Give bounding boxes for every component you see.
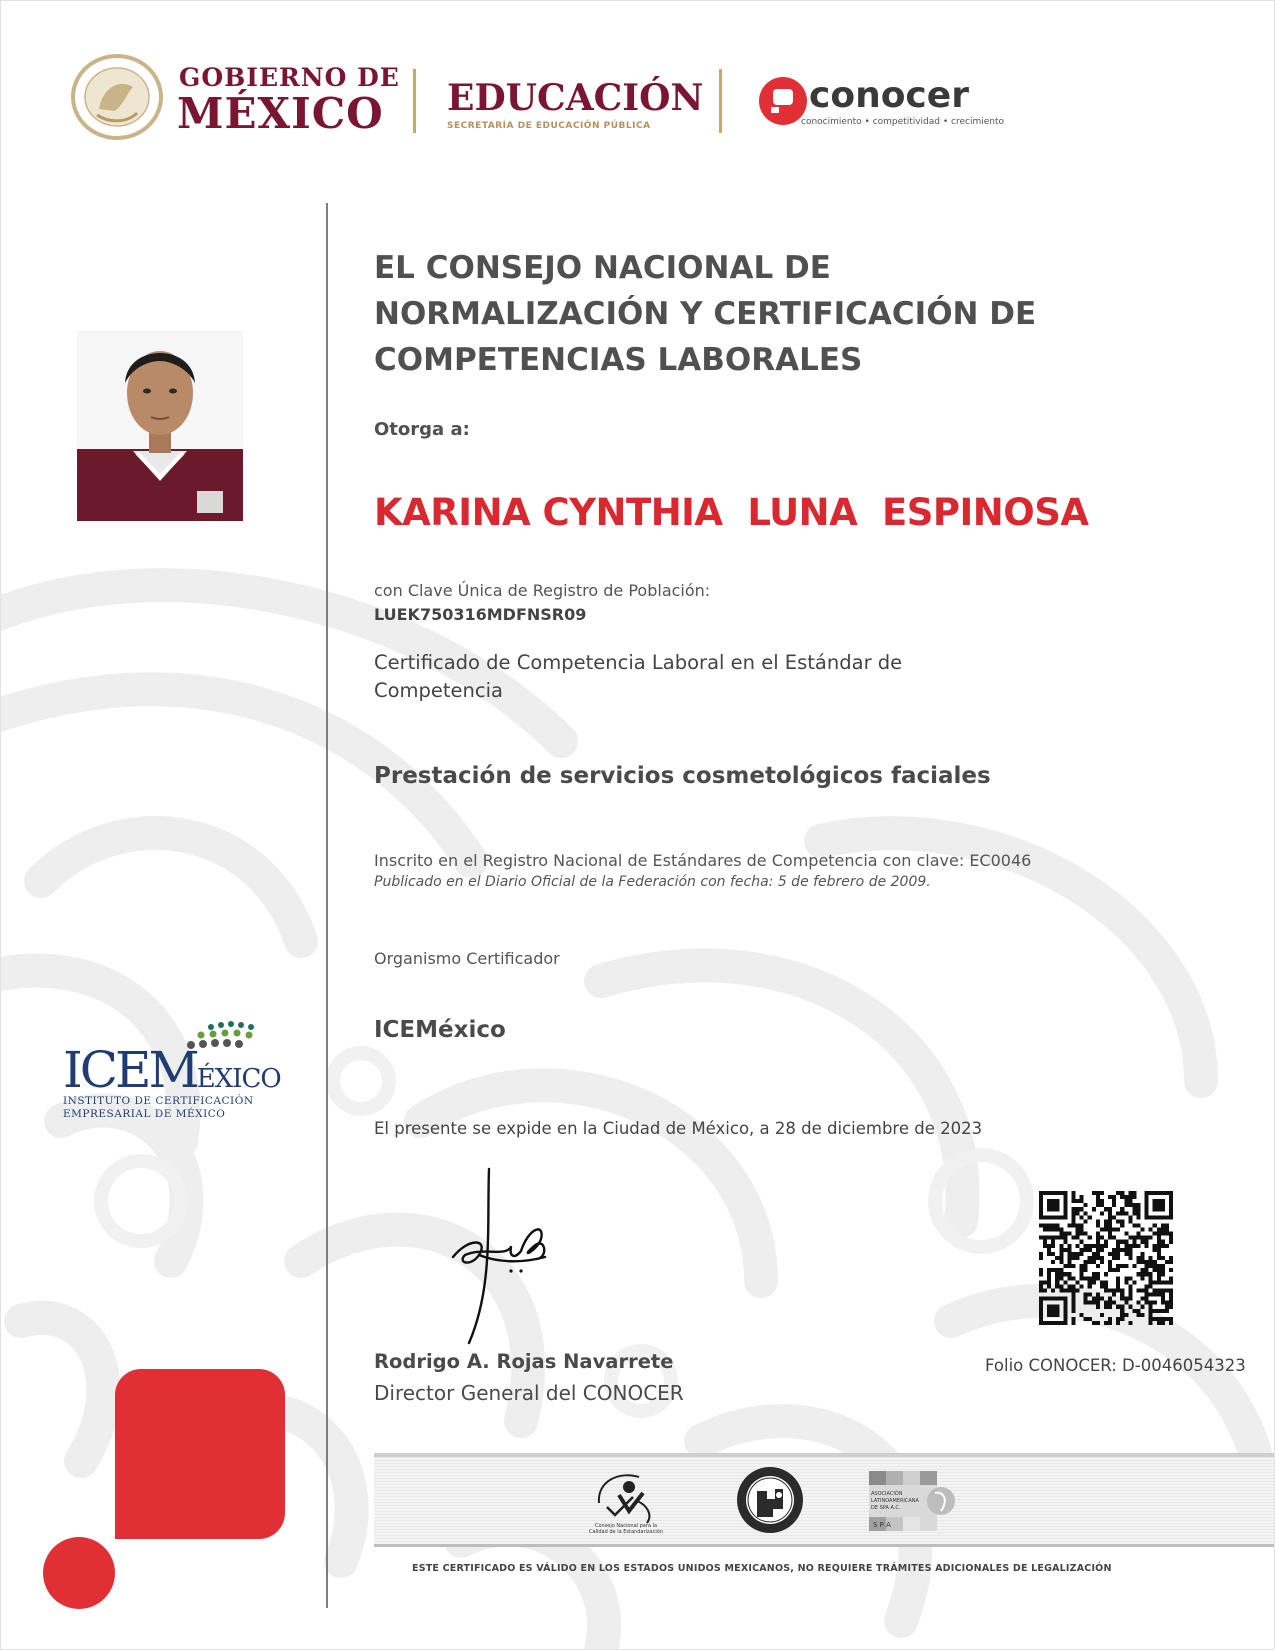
curp-label: con Clave Única de Registro de Población: <box>374 581 711 600</box>
publication-text: Publicado en el Diario Oficial de la Federación con fecha: 5 de febrero de 2009. <box>374 874 931 890</box>
icem-wordmark <box>63 1041 281 1099</box>
signer-title: Director General del CONOCER <box>374 1381 684 1405</box>
circular-seal-logo <box>735 1465 805 1535</box>
header-divider <box>719 69 722 133</box>
issue-statement: El presente se expide en la Ciudad de México, a 28 de diciembre de 2023 <box>374 1119 983 1138</box>
icem-main: ICEM <box>63 1041 197 1099</box>
signature-image <box>449 1167 579 1347</box>
footer-band-top-line <box>374 1453 1274 1457</box>
calidad-seal-logo <box>589 1463 663 1537</box>
curp-value: LUEK750316MDFNSR09 <box>374 605 587 624</box>
calidad-seal-text-1: Consejo Nacional para la <box>594 1523 658 1529</box>
vertical-divider <box>326 203 328 1608</box>
validity-notice: ESTE CERTIFICADO ES VÁLIDO EN LOS ESTADOS UNIDOS MEXICANOS, NO REQUIERE TRÁMITES ADICIONALES DE LEGALIZACIÓN <box>412 1563 1112 1574</box>
icem-logo <box>61 1021 281 1125</box>
standard-name: Prestación de servicios cosmetológicos faciales <box>374 763 991 789</box>
icem-suffix: ÉXICO <box>196 1064 281 1094</box>
educacion-subtitle: SECRETARÍA DE EDUCACIÓN PÚBLICA <box>447 121 651 131</box>
registry-text: Inscrito en el Registro Nacional de Estándares de Competencia con clave: EC0046 <box>374 851 1032 870</box>
red-square-decoration <box>115 1369 285 1539</box>
grant-label: Otorga a: <box>374 419 470 440</box>
certifying-body-name: ICEMéxico <box>374 1017 506 1043</box>
mexico-seal-logo <box>69 53 165 141</box>
header-divider <box>413 69 416 133</box>
educacion-title: EDUCACIÓN <box>447 77 704 119</box>
folio-number: Folio CONOCER: D-0046054323 <box>985 1356 1246 1375</box>
conocer-name: conocer <box>809 75 969 116</box>
gobierno-line2: MÉXICO <box>177 89 384 138</box>
spa-association-logo <box>869 1471 955 1531</box>
icem-subtitle-line1: INSTITUTO DE CERTIFICACIÓN <box>63 1095 254 1107</box>
gobierno-line1: GOBIERNO DE <box>179 63 400 92</box>
spa-logo-text-3: DE SPA A.C. <box>871 1505 901 1511</box>
footer-band <box>374 1453 1274 1547</box>
spa-logo-text-1: ASOCIACIÓN <box>871 1491 903 1497</box>
recipient-photo <box>77 331 243 521</box>
qr-code <box>1039 1191 1173 1325</box>
spa-logo-letters: S P A <box>873 1521 891 1529</box>
recipient-name: KARINA CYNTHIA LUNA ESPINOSA <box>374 491 1089 534</box>
icem-subtitle-line2: EMPRESARIAL DE MÉXICO <box>63 1108 226 1120</box>
footer-band-bottom-line <box>374 1544 1274 1547</box>
certifying-body-label: Organismo Certificador <box>374 949 560 968</box>
spa-logo-text-2: LATINOAMERICANA <box>871 1498 919 1504</box>
council-title: EL CONSEJO NACIONAL DE NORMALIZACIÓN Y CERTIFICACIÓN DE COMPETENCIAS LABORALES <box>374 250 1037 378</box>
red-circle-decoration <box>43 1537 115 1609</box>
calidad-seal-text-2: Calidad de la Estandarización <box>589 1529 663 1535</box>
signer-name: Rodrigo A. Rojas Navarrete <box>374 1350 674 1373</box>
conocer-tagline: conocimiento • competitividad • crecimiento <box>801 117 1004 127</box>
certificate-description: Certificado de Competencia Laboral en el Estándar de Competencia <box>374 651 903 702</box>
